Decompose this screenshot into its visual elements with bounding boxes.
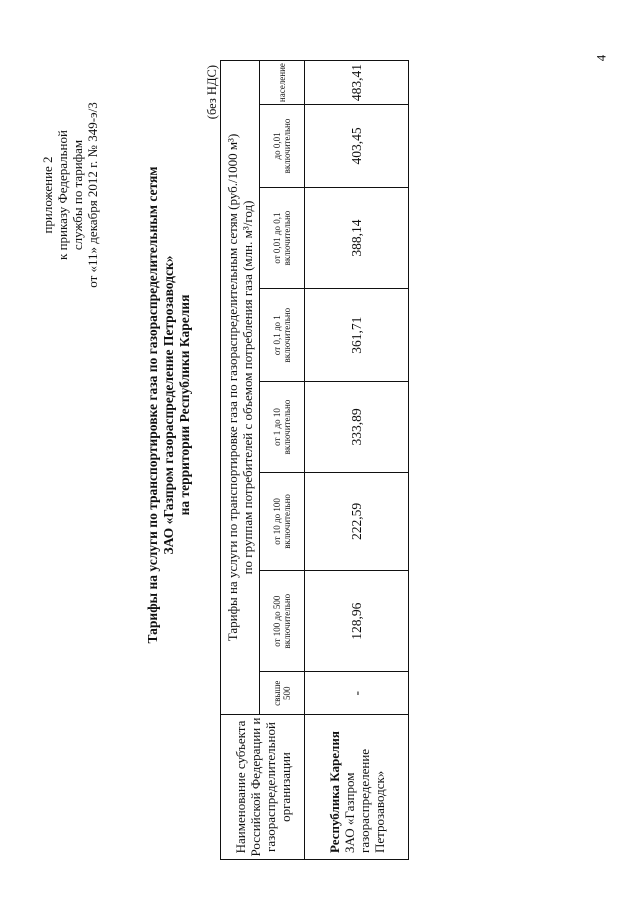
group-header (221, 61, 260, 715)
column-header: от 1 до 10 включительно (260, 382, 305, 473)
group-header-line: Тарифы на услуги по транспортировке газа по газораспределительным сетям (руб./1000 м³) (225, 133, 240, 642)
table-cell: - (305, 672, 409, 715)
column-header: свыше 500 (260, 672, 305, 715)
document-title (145, 55, 193, 755)
region-name: Республика Карелия (326, 731, 342, 853)
page-number: 4 (593, 54, 609, 62)
appendix-line: приложение 2 (40, 156, 55, 234)
column-header: от 100 до 500 включительно (260, 570, 305, 672)
column-header: от 0,01 до 0,1 включительно (260, 187, 305, 289)
title-line: на территории Республики Карелия (177, 294, 192, 516)
appendix-line: службы по тарифам (70, 139, 85, 251)
title-line: Тарифы на услуги по транспортировке газа по газораспределительным сетям (145, 166, 160, 644)
column-header: от 0,1 до 1 включительно (260, 289, 305, 382)
table-cell: 333,89 (305, 382, 409, 473)
row-label (305, 715, 409, 860)
column-header: население (260, 61, 305, 105)
column-header: до 0,01 включительно (260, 105, 305, 188)
vat-note: (без НДС) (205, 65, 219, 120)
org-name: ЗАО «Газпром газораспределение Петрозаводск» (341, 748, 387, 853)
appendix-line: к приказу Федеральной (55, 130, 70, 260)
tariff-table (220, 60, 409, 860)
table-header-row (221, 61, 260, 860)
table-cell: 128,96 (305, 570, 409, 672)
appendix-line: от «11» декабря 2012 г. № 349-э/3 (85, 102, 100, 288)
name-header: Наименование субъекта Российской Федерации и газораспределительной организации (221, 715, 305, 860)
table-row (305, 61, 409, 860)
appendix-block (40, 45, 100, 345)
table-cell: 361,71 (305, 289, 409, 382)
table-cell: 388,14 (305, 187, 409, 289)
table-cell: 222,59 (305, 472, 409, 570)
group-header-line: по группам потребителей с объемом потребления газа (млн. м³/год) (240, 200, 255, 575)
title-line: ЗАО «Газпром газораспределение Петрозаводск» (161, 255, 176, 555)
table-cell: 403,45 (305, 105, 409, 188)
column-header: от 10 до 100 включительно (260, 472, 305, 570)
table-cell: 483,41 (305, 61, 409, 105)
